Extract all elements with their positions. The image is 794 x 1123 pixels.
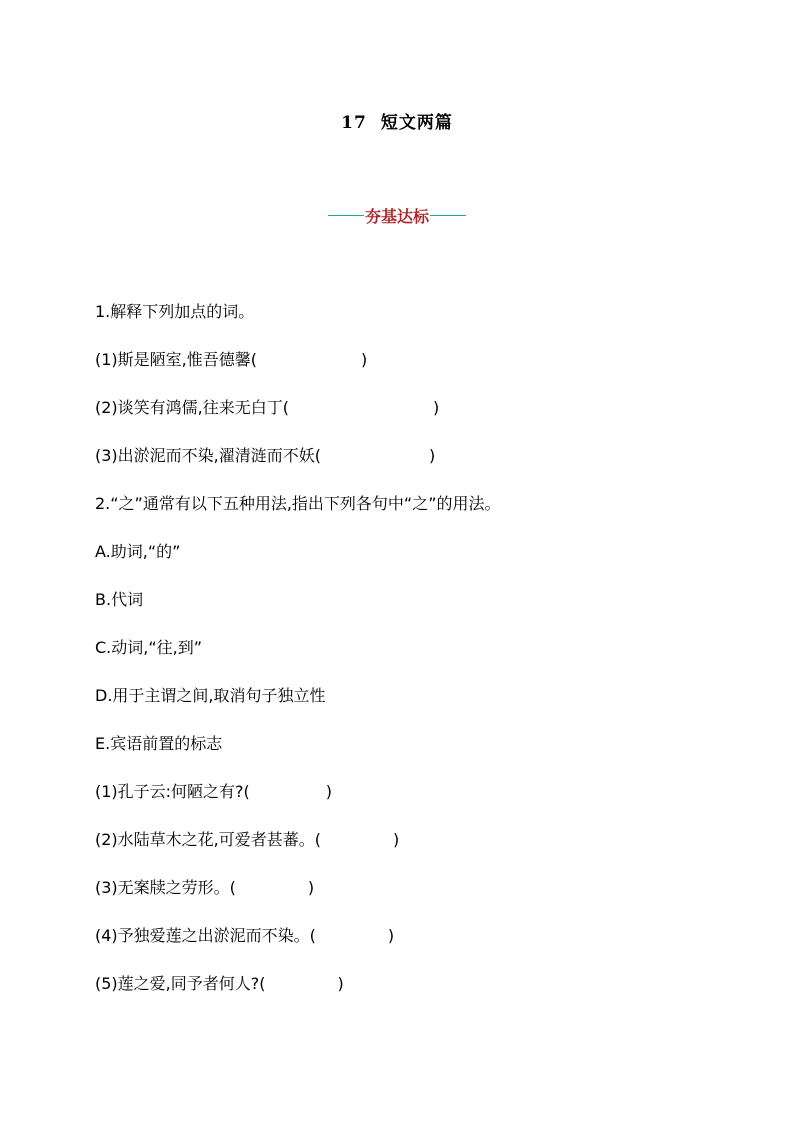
q2-item-4-text: (4)予独爱莲之出淤泥而不染。( bbox=[95, 926, 316, 945]
q1-item-1-text: (1)斯是陋室,惟吾德馨( bbox=[95, 350, 257, 369]
lesson-title: 短文两篇 bbox=[380, 113, 453, 133]
q1-item-2 bbox=[95, 396, 715, 444]
q2-item-3-text: (3)无案牍之劳形。( bbox=[95, 878, 236, 897]
q1-item-1 bbox=[95, 348, 715, 396]
page-title bbox=[0, 108, 794, 133]
q2-item-1 bbox=[95, 780, 715, 828]
q1-item-2-text: (2)谈笑有鸿儒,往来无白丁( bbox=[95, 398, 289, 417]
section-rule-right bbox=[430, 215, 466, 216]
q2-item-2-close: ) bbox=[393, 830, 400, 849]
q1-item-2-close: ) bbox=[433, 398, 440, 417]
section-label: 夯基达标 bbox=[364, 207, 429, 226]
q1-item-3-close: ) bbox=[429, 446, 436, 465]
q2-item-2 bbox=[95, 828, 715, 876]
q2-item-4-close: ) bbox=[387, 926, 395, 945]
q2-option-b: B.代词 bbox=[95, 590, 144, 609]
q2-item-2-text: (2)水陆草木之花,可爱者甚蕃。( bbox=[95, 830, 321, 849]
section-rule-left bbox=[328, 215, 364, 216]
question-list bbox=[95, 300, 715, 1020]
q2-item-3 bbox=[95, 876, 715, 924]
q2-option-a: A.助词,“的” bbox=[95, 542, 181, 561]
q1-item-3 bbox=[95, 444, 715, 492]
section-header bbox=[0, 204, 794, 227]
q2-option-e: E.宾语前置的标志 bbox=[95, 734, 223, 753]
q2-item-1-text: (1)孔子云:何陋之有?( bbox=[95, 782, 250, 801]
q2-item-5 bbox=[95, 972, 715, 1020]
q2-stem: 2.“之”通常有以下五种用法,指出下列各句中“之”的用法。 bbox=[95, 494, 501, 513]
q1-stem: 1.解释下列加点的词。 bbox=[95, 302, 255, 321]
q2-item-1-close: ) bbox=[325, 782, 333, 801]
q2-item-3-close: ) bbox=[307, 878, 315, 897]
q2-option-c: C.动词,“往,到” bbox=[95, 638, 203, 657]
q2-item-4 bbox=[95, 924, 715, 972]
q2-item-5-text: (5)莲之爱,同予者何人?( bbox=[95, 974, 266, 993]
lesson-number: 17 bbox=[341, 113, 367, 133]
q2-item-5-close: ) bbox=[337, 974, 344, 993]
q1-item-3-text: (3)出淤泥而不染,濯清涟而不妖( bbox=[95, 446, 321, 465]
q2-option-d: D.用于主谓之间,取消句子独立性 bbox=[95, 686, 326, 705]
q1-item-1-close: ) bbox=[361, 350, 368, 369]
